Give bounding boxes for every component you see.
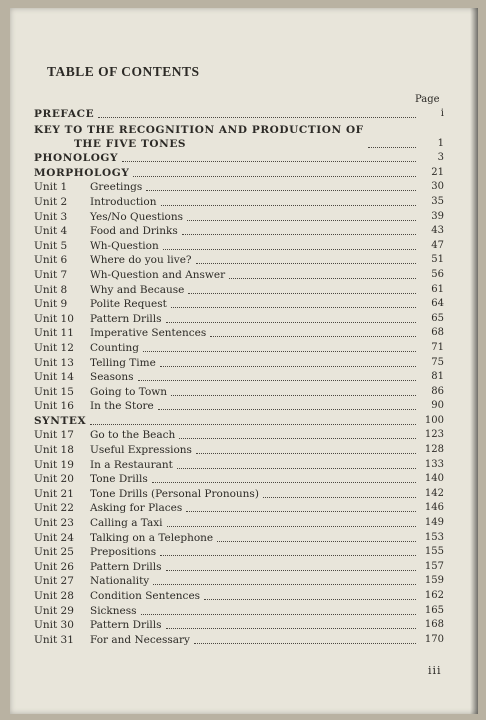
toc-unit-number: Unit 25: [34, 546, 74, 559]
toc-section-title: MORPHOLOGY: [34, 166, 130, 179]
toc-entry-title: Prepositions: [90, 546, 157, 559]
toc-unit-number: Unit 12: [34, 341, 74, 354]
toc-page-number: 153: [424, 531, 444, 543]
toc-page-number: 65: [431, 312, 444, 324]
dot-leader: [217, 541, 416, 542]
toc-entry-title: For and Necessary: [90, 633, 190, 646]
dot-leader: [138, 380, 416, 381]
dot-leader: [194, 643, 416, 644]
dot-leader: [143, 351, 416, 352]
toc-page-number: 165: [424, 604, 444, 616]
toc-section-title-line2: THE FIVE TONES: [74, 137, 187, 150]
toc-entry-title: Calling a Taxi: [90, 517, 163, 530]
toc-entry-title: Introduction: [90, 195, 157, 208]
toc-entry: [34, 297, 444, 312]
toc-entry: [34, 559, 444, 574]
toc-page-number: 90: [431, 400, 444, 412]
toc-page-number: 142: [424, 487, 444, 499]
toc-unit-number: Unit 26: [34, 560, 74, 573]
dot-leader: [166, 628, 416, 629]
dot-leader: [204, 599, 416, 600]
toc-page-number: 30: [431, 181, 444, 193]
toc-page-number: 43: [431, 225, 444, 237]
toc-entry-title: Wh-Question and Answer: [90, 268, 226, 281]
toc-entry: [34, 311, 444, 326]
dot-leader: [98, 117, 416, 118]
toc-unit-number: Unit 18: [34, 444, 74, 457]
toc-entry: [34, 224, 444, 239]
toc-page-number: 64: [431, 298, 444, 310]
toc-section-title-line1: KEY TO THE RECOGNITION AND PRODUCTION OF: [34, 123, 364, 136]
toc-unit-number: Unit 24: [34, 531, 74, 544]
toc-entry: [34, 618, 444, 633]
toc-entry: [34, 574, 444, 589]
toc-page-number: 3: [437, 152, 444, 164]
toc-entry: [34, 355, 444, 370]
toc-unit-number: Unit 15: [34, 385, 74, 398]
toc-entry-title: Going to Town: [90, 385, 168, 398]
toc-entry-title: Pattern Drills: [90, 312, 162, 325]
toc-page-number: 123: [424, 429, 444, 441]
toc-entry-title: Asking for Places: [90, 502, 183, 515]
toc-entry-title: Go to the Beach: [90, 429, 176, 442]
toc-section-title: [34, 123, 368, 151]
toc-entry: [34, 121, 444, 151]
toc-unit-number: Unit 13: [34, 356, 74, 369]
toc-entry-title: Sickness: [90, 604, 137, 617]
toc-entry-title: Tone Drills (Personal Pronouns): [90, 487, 259, 500]
toc-entry-title: Food and Drinks: [90, 225, 178, 238]
toc-unit-number: Unit 21: [34, 487, 74, 500]
toc-entry: [34, 588, 444, 603]
toc-unit-number: Unit 6: [34, 254, 68, 267]
toc-entry-title: Talking on a Telephone: [90, 531, 214, 544]
toc-page-number: 155: [424, 546, 444, 558]
toc-page-number: 128: [424, 444, 444, 456]
toc-unit-number: Unit 22: [34, 502, 74, 515]
toc-unit-number: Unit 20: [34, 473, 74, 486]
dot-leader: [152, 482, 416, 483]
toc-entry: [34, 253, 444, 268]
toc-entry-title: Pattern Drills: [90, 560, 162, 573]
dot-leader: [122, 161, 416, 162]
toc-entry-title: Nationality: [90, 575, 150, 588]
dot-leader: [196, 263, 416, 264]
toc-page-number: 47: [431, 239, 444, 251]
toc-entry: [34, 442, 444, 457]
toc-entry-title: In a Restaurant: [90, 458, 173, 471]
toc-entry-title: Useful Expressions: [90, 444, 192, 457]
dot-leader: [166, 570, 416, 571]
toc-entry: [34, 282, 444, 297]
toc-entry: [34, 530, 444, 545]
toc-unit-number: Unit 23: [34, 517, 74, 530]
toc-page-number: 86: [431, 385, 444, 397]
toc-page-number: 61: [431, 283, 444, 295]
toc-entry: [34, 238, 444, 253]
toc-entry-title: Yes/No Questions: [90, 210, 184, 223]
toc-unit-number: Unit 16: [34, 400, 74, 413]
dot-leader: [188, 293, 416, 294]
toc-entry: [34, 340, 444, 355]
dot-leader: [187, 220, 416, 221]
toc-entry: [34, 632, 444, 647]
toc-unit-number: Unit 27: [34, 575, 74, 588]
toc-entry-title: Condition Sentences: [90, 590, 201, 602]
toc-unit-number: Unit 7: [34, 268, 68, 281]
toc-page-number: 168: [424, 619, 444, 631]
dot-leader: [158, 409, 416, 410]
toc-unit-number: Unit 9: [34, 298, 68, 311]
toc-unit-number: Unit 19: [34, 458, 74, 471]
toc-page-number: 149: [424, 517, 444, 529]
toc-entry: [34, 106, 444, 121]
dot-leader: [196, 453, 416, 454]
toc-unit-number: Unit 2: [34, 195, 68, 208]
toc-entry-title: Imperative Sentences: [90, 327, 207, 340]
toc-entry: [34, 515, 444, 530]
dot-leader: [160, 366, 416, 367]
toc-entry: [34, 326, 444, 341]
toc-entry: [34, 472, 444, 487]
toc-unit-number: Unit 30: [34, 619, 74, 632]
dot-leader: [160, 555, 416, 556]
toc-entry-title: Seasons: [90, 371, 134, 384]
toc-page-number: 159: [424, 575, 444, 587]
toc-entry: [34, 151, 444, 166]
toc-unit-number: Unit 14: [34, 371, 74, 384]
toc-page-number: 146: [424, 502, 444, 514]
toc-unit-number: Unit 29: [34, 604, 74, 617]
toc-unit-number: Unit 11: [34, 327, 74, 340]
toc-entry: [34, 370, 444, 385]
dot-leader: [229, 278, 416, 279]
toc-entry: [34, 413, 444, 428]
toc-page-number: 35: [431, 195, 444, 207]
toc-section-title: PREFACE: [34, 107, 95, 120]
toc-entry: [34, 209, 444, 224]
toc-unit-number: Unit 17: [34, 429, 74, 442]
toc-unit-number: Unit 5: [34, 239, 68, 252]
toc-unit-number: Unit 28: [34, 590, 74, 602]
toc-unit-number: Unit 4: [34, 225, 68, 238]
toc-entry: [34, 180, 444, 195]
toc-entry-title: Polite Request: [90, 298, 167, 311]
dot-leader: [146, 190, 416, 191]
dot-leader: [171, 307, 416, 308]
page-edge-shadow: [470, 8, 478, 714]
toc-page-number: 170: [424, 633, 444, 645]
toc-page-number: 157: [424, 560, 444, 572]
footer-page-number: iii: [428, 664, 442, 677]
dot-leader: [166, 322, 416, 323]
dot-leader: [210, 336, 416, 337]
toc-unit-number: Unit 3: [34, 210, 68, 223]
toc-entry-title: Telling Time: [90, 356, 156, 369]
toc-unit-number: Unit 1: [34, 181, 68, 194]
toc-page-number: i: [440, 107, 444, 119]
toc-section-title: PHONOLOGY: [34, 152, 119, 165]
dot-leader: [171, 395, 416, 396]
toc-entry-title: Tone Drills: [90, 473, 148, 486]
toc-entry: [34, 545, 444, 560]
dot-leader: [177, 468, 416, 469]
dot-leader: [90, 424, 416, 425]
toc-unit-number: Unit 8: [34, 283, 68, 296]
toc-entry: [34, 384, 444, 399]
table-of-contents: [34, 106, 444, 647]
toc-entry-title: Pattern Drills: [90, 619, 162, 632]
toc-entry-title: Where do you live?: [90, 254, 192, 267]
toc-entry: [34, 457, 444, 472]
toc-entry: [34, 486, 444, 501]
page-column-label: Page: [415, 94, 440, 105]
toc-page-number: 68: [431, 327, 444, 339]
dot-leader: [186, 511, 416, 512]
toc-page-number: 75: [431, 356, 444, 368]
book-page: [10, 8, 478, 714]
toc-entry-title: Wh-Question: [90, 239, 159, 252]
toc-entry: [34, 603, 444, 618]
toc-entry: [34, 267, 444, 282]
dot-leader: [263, 497, 416, 498]
toc-page-number: 71: [431, 341, 444, 353]
toc-page-number: 81: [431, 371, 444, 383]
dot-leader: [163, 249, 416, 250]
toc-page-number: 51: [431, 254, 444, 266]
toc-entry: [34, 194, 444, 209]
toc-section-title: SYNTEX: [34, 414, 87, 427]
toc-page-number: 162: [424, 590, 444, 601]
dot-leader: [153, 584, 416, 585]
dot-leader: [179, 438, 416, 439]
toc-page-number: 133: [424, 458, 444, 470]
dot-leader: [167, 526, 416, 527]
dot-leader: [182, 234, 416, 235]
toc-entry: [34, 501, 444, 516]
toc-unit-number: Unit 31: [34, 633, 74, 646]
toc-entry-title: Why and Because: [90, 283, 185, 296]
toc-entry: [34, 428, 444, 443]
toc-page-number: 39: [431, 210, 444, 222]
page-title: TABLE OF CONTENTS: [47, 64, 200, 79]
toc-entry-title: In the Store: [90, 400, 154, 413]
toc-entry: [34, 165, 444, 180]
toc-unit-number: Unit 10: [34, 312, 74, 325]
toc-page-number: 140: [424, 473, 444, 485]
toc-page-number: 1: [437, 137, 444, 149]
toc-page-number: 21: [431, 166, 444, 178]
toc-page-number: 56: [431, 268, 444, 280]
dot-leader: [141, 614, 416, 615]
dot-leader: [368, 147, 416, 148]
toc-entry: [34, 399, 444, 414]
toc-page-number: 100: [424, 414, 444, 426]
dot-leader: [133, 176, 416, 177]
toc-entry-title: Greetings: [90, 181, 143, 194]
toc-entry-title: Counting: [90, 341, 139, 354]
dot-leader: [161, 205, 417, 206]
